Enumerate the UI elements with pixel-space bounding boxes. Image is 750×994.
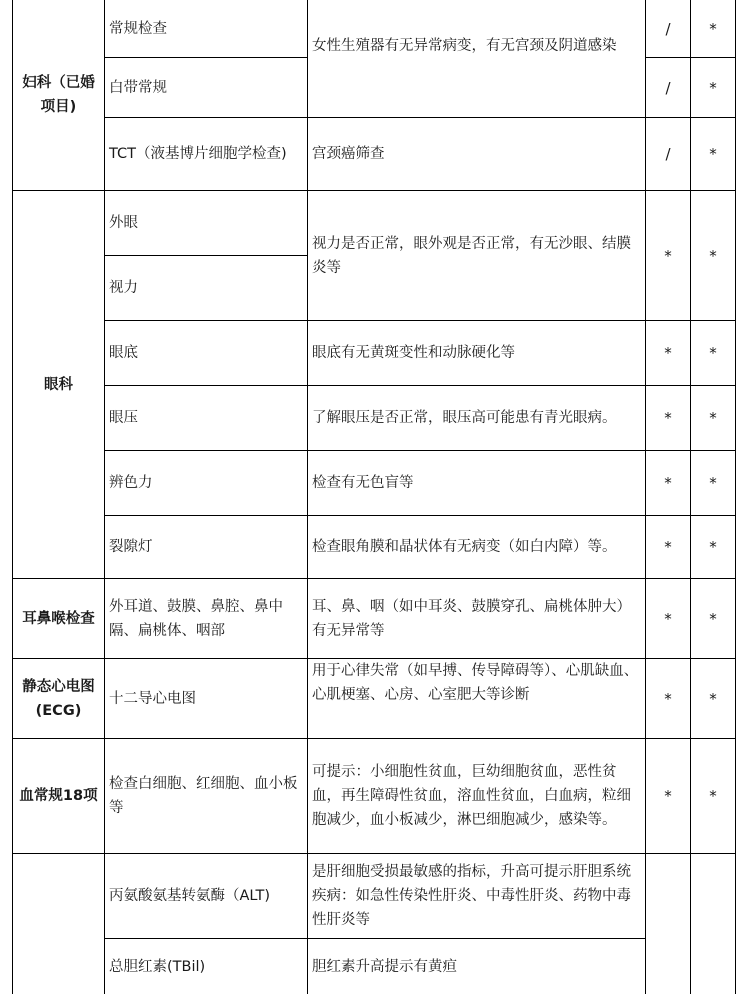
mark-value: *	[664, 538, 672, 556]
mark-cell	[646, 579, 690, 658]
mark-cell	[646, 0, 690, 57]
mark-value: *	[664, 409, 672, 427]
mark-value: *	[664, 609, 672, 628]
mark-value: *	[709, 19, 717, 38]
item-slit-lamp	[105, 516, 307, 578]
desc-alt	[308, 854, 645, 938]
item-tbil	[105, 939, 307, 994]
desc-text: 了解眼压是否正常，眼压高可能患有青光眼病。	[312, 410, 617, 426]
item-blood-cells	[105, 739, 307, 853]
item-label: TCT（液基博片细胞学检查)	[109, 146, 287, 162]
mark-cell	[691, 386, 735, 450]
mark-cell	[646, 386, 690, 450]
item-external-eye	[105, 191, 307, 255]
item-vision	[105, 256, 307, 320]
item-label: 十二导心电图	[109, 690, 196, 707]
category-label: 血常规18项	[19, 788, 98, 804]
item-12-lead-ecg	[105, 659, 307, 738]
mark-value: *	[709, 344, 717, 362]
desc-text: 胆红素升高提示有黄疸	[312, 958, 457, 975]
item-ent-parts	[105, 579, 307, 658]
mark-value: *	[664, 689, 672, 708]
desc-eye-pressure	[308, 386, 645, 450]
desc-fundus	[308, 321, 645, 385]
table-border-right	[735, 0, 736, 994]
mark-cell	[691, 579, 735, 658]
item-label: 辨色力	[109, 475, 153, 491]
category-ent	[13, 579, 104, 658]
mark-value: *	[709, 689, 717, 708]
item-label: 检查白细胞、红细胞、血小板等	[109, 776, 298, 816]
desc-text: 耳、鼻、咽（如中耳炎、鼓膜穿孔、扁桃体肿大）有无异常等	[312, 598, 631, 639]
mark-value: *	[709, 538, 717, 556]
desc-text: 检查有无色盲等	[312, 475, 414, 491]
mark-value: *	[709, 246, 717, 265]
mark-value: /	[665, 19, 671, 38]
mark-cell	[691, 739, 735, 853]
mark-cell	[646, 321, 690, 385]
mark-cell	[646, 659, 690, 738]
category-gynecology	[13, 0, 104, 190]
category-label: 静态心电图(ECG)	[22, 678, 95, 719]
mark-cell	[691, 321, 735, 385]
desc-text: 宫颈癌筛查	[312, 146, 385, 162]
desc-text: 眼底有无黄斑变性和动脉硬化等	[312, 345, 515, 361]
category-ecg	[13, 659, 104, 738]
desc-text: 视力是否正常，眼外观是否正常，有无沙眼、结膜炎等	[312, 236, 631, 276]
item-label: 总胆红素(TBil)	[109, 958, 206, 975]
item-label: 眼底	[109, 345, 138, 361]
mark-cell	[646, 58, 690, 117]
item-label: 常规检查	[109, 20, 167, 37]
category-label: 眼科	[44, 376, 73, 393]
mark-cell	[691, 451, 735, 515]
category-label: 耳鼻喉检查	[22, 610, 95, 627]
mark-value: *	[664, 787, 672, 805]
mark-value: *	[664, 474, 672, 492]
item-tct	[105, 118, 307, 190]
item-eye-pressure	[105, 386, 307, 450]
desc-ent	[308, 579, 645, 658]
desc-tbil	[308, 939, 645, 994]
item-label: 外耳道、鼓膜、鼻腔、鼻中隔、扁桃体、咽部	[109, 598, 283, 639]
item-label: 白带常规	[109, 79, 167, 96]
desc-gyn-shared	[308, 34, 645, 94]
mark-cell	[646, 516, 690, 578]
mark-cell	[691, 659, 735, 738]
category-ophthalmology	[13, 191, 104, 578]
mark-cell	[691, 191, 735, 320]
desc-color-vision	[308, 451, 645, 515]
mark-value: *	[709, 474, 717, 492]
mark-value: /	[665, 78, 671, 97]
mark-value: *	[664, 344, 672, 362]
category-label: 妇科（已婚项目)	[22, 75, 95, 115]
mark-cell	[691, 0, 735, 57]
category-blood-routine	[13, 739, 104, 853]
mark-cell	[646, 118, 690, 190]
item-color-vision	[105, 451, 307, 515]
mark-value: /	[665, 145, 671, 163]
item-label: 外眼	[109, 215, 138, 231]
item-alt	[105, 854, 307, 938]
item-label: 丙氨酸氨基转氨酶（ALT)	[109, 888, 271, 904]
desc-tct	[308, 118, 645, 190]
item-routine-exam	[105, 0, 307, 57]
item-label: 裂隙灯	[109, 539, 153, 555]
mark-cell	[691, 58, 735, 117]
item-label: 视力	[109, 280, 138, 296]
mark-cell	[691, 118, 735, 190]
desc-blood	[308, 739, 645, 853]
mark-value: *	[709, 78, 717, 97]
mark-value: *	[709, 609, 717, 628]
mark-cell	[691, 516, 735, 578]
mark-cell	[646, 191, 690, 320]
item-leucorrhea	[105, 58, 307, 117]
desc-text: 检查眼角膜和晶状体有无病变（如白内障）等。	[312, 539, 617, 555]
mark-value: *	[664, 246, 672, 265]
mark-value: *	[709, 787, 717, 805]
desc-eye-shared	[308, 232, 645, 292]
mark-cell	[646, 451, 690, 515]
mark-cell	[646, 739, 690, 853]
desc-slit-lamp	[308, 516, 645, 578]
desc-text: 可提示：小细胞性贫血，巨幼细胞贫血，恶性贫血，再生障碍性贫血，溶血性贫血，白血病，粒细胞减少，血小板减少，淋巴细胞减少，感染等。	[312, 764, 631, 828]
desc-text: 用于心律失常（如早搏、传导障碍等）、心肌缺血、心肌梗塞、心房、心室肥大等诊断	[312, 663, 639, 703]
desc-ecg	[308, 659, 645, 738]
mark-value: *	[709, 409, 717, 427]
mark-value: *	[709, 145, 717, 163]
desc-text: 是肝细胞受损最敏感的指标，升高可提示肝胆系统疾病：如急性传染性肝炎、中毒性肝炎、药物中毒性肝炎等	[312, 864, 631, 928]
desc-text: 女性生殖器有无异常病变，有无宫颈及阴道感染	[312, 38, 617, 54]
item-fundus	[105, 321, 307, 385]
item-label: 眼压	[109, 410, 138, 426]
